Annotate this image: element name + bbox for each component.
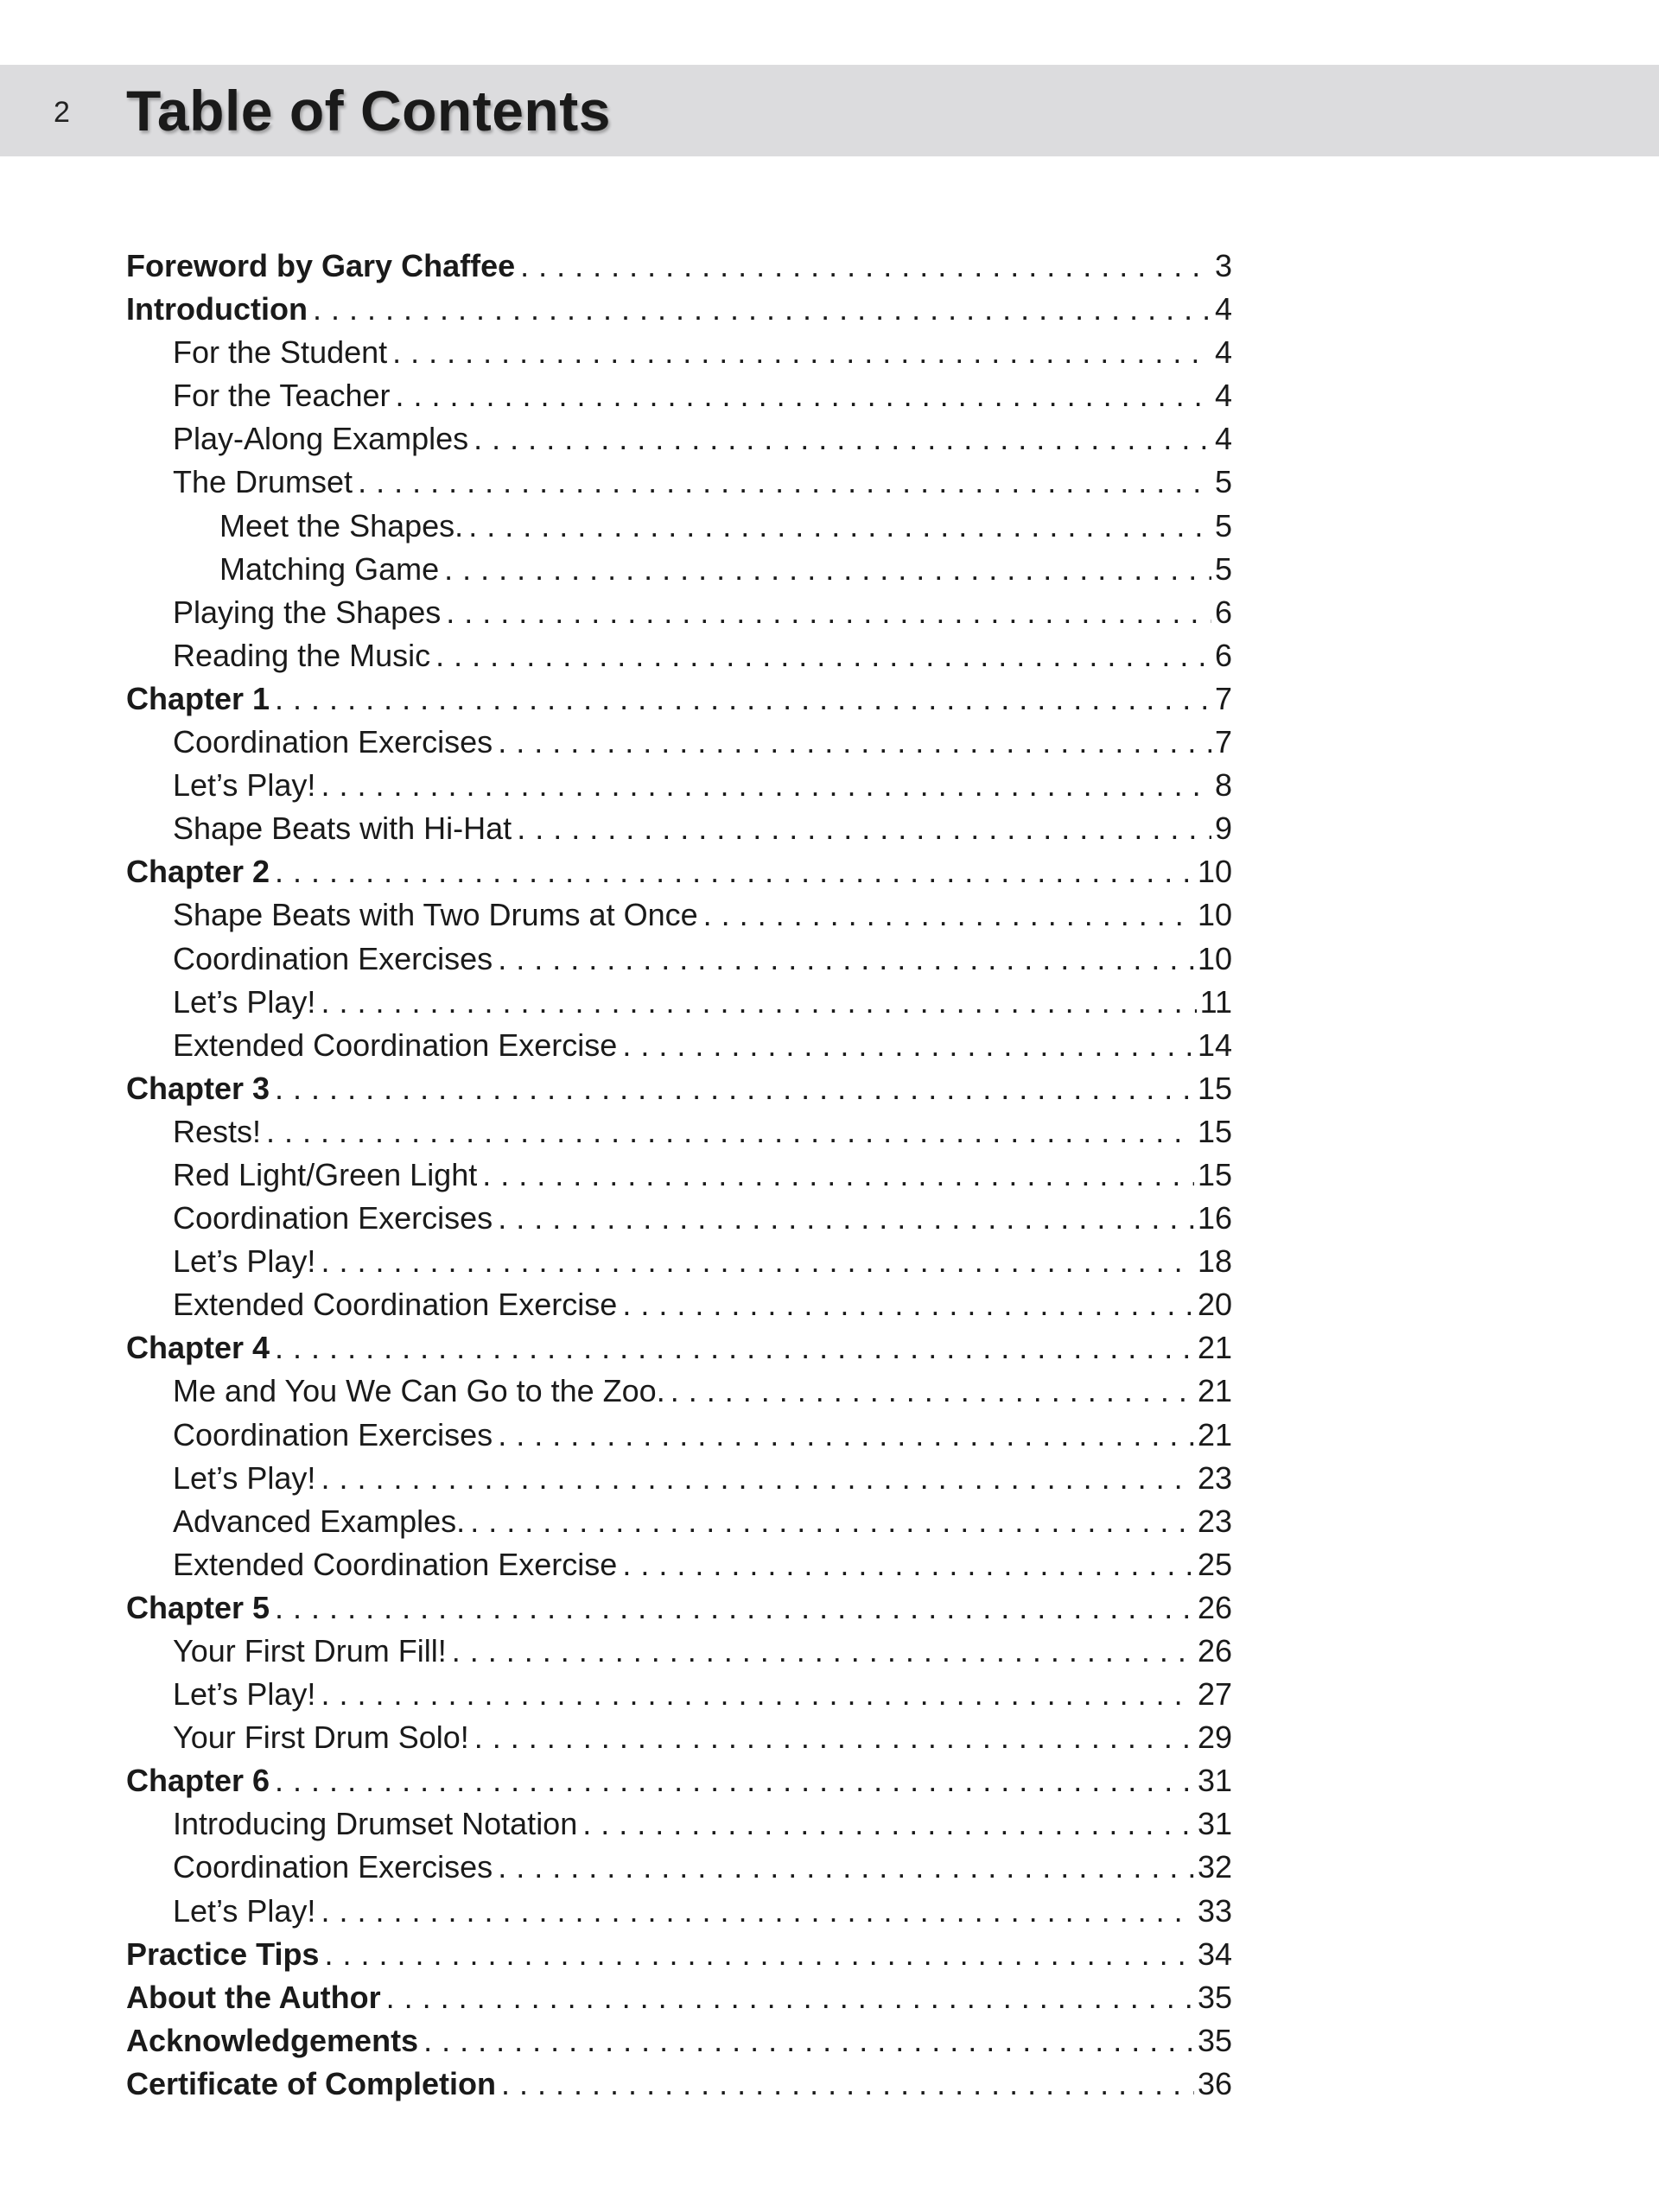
toc-entry[interactable] bbox=[126, 288, 1232, 331]
toc-entry-title: Meet the Shapes. bbox=[219, 507, 464, 543]
dot-leader bbox=[469, 1716, 1194, 1759]
dot-leader bbox=[468, 417, 1211, 461]
toc-entry-page-number: 26 bbox=[1197, 1633, 1232, 1669]
toc-entry-page-number: 7 bbox=[1214, 724, 1232, 760]
toc-entry-page-number: 15 bbox=[1197, 1156, 1232, 1192]
dot-leader bbox=[496, 2063, 1194, 2106]
toc-entry-page-number: 25 bbox=[1197, 1546, 1232, 1582]
toc-entry[interactable] bbox=[126, 893, 1232, 937]
dot-leader bbox=[270, 1759, 1194, 1802]
toc-entry-page-number: 23 bbox=[1197, 1503, 1232, 1539]
toc-entry-page-number: 31 bbox=[1197, 1763, 1232, 1799]
table-of-contents bbox=[126, 245, 1232, 2106]
toc-entry-page-number: 15 bbox=[1197, 1113, 1232, 1149]
dot-leader bbox=[493, 1414, 1194, 1457]
dot-leader bbox=[390, 374, 1211, 417]
toc-entry[interactable] bbox=[126, 721, 1232, 764]
toc-entry-title: Play-Along Examples bbox=[173, 421, 469, 457]
page-number: 2 bbox=[54, 96, 70, 129]
toc-entry[interactable] bbox=[126, 1933, 1232, 1976]
toc-entry-title: Coordination Exercises bbox=[173, 940, 493, 976]
dot-leader bbox=[698, 893, 1194, 937]
dot-leader bbox=[381, 1976, 1194, 2019]
toc-entry[interactable] bbox=[126, 548, 1232, 591]
dot-leader bbox=[665, 1370, 1194, 1413]
dot-leader bbox=[617, 1543, 1194, 1586]
dot-leader bbox=[319, 1933, 1194, 1976]
toc-entry-page-number: 11 bbox=[1199, 983, 1232, 1020]
toc-entry[interactable] bbox=[126, 2063, 1232, 2106]
toc-entry[interactable] bbox=[126, 850, 1232, 893]
toc-entry-title: Let’s Play! bbox=[173, 1676, 316, 1713]
dot-leader bbox=[515, 245, 1211, 288]
toc-entry-title: Chapter 1 bbox=[126, 680, 270, 716]
toc-entry-page-number: 15 bbox=[1197, 1070, 1232, 1106]
toc-entry-title: Red Light/Green Light bbox=[173, 1156, 478, 1192]
toc-entry[interactable] bbox=[126, 1370, 1232, 1413]
dot-leader bbox=[447, 1630, 1194, 1673]
dot-leader bbox=[465, 1500, 1194, 1543]
toc-entry-page-number: 5 bbox=[1214, 550, 1232, 587]
toc-entry-title: Chapter 4 bbox=[126, 1330, 270, 1366]
toc-entry-page-number: 34 bbox=[1197, 1936, 1232, 1972]
toc-entry[interactable] bbox=[126, 2019, 1232, 2063]
toc-entry-page-number: 4 bbox=[1214, 421, 1232, 457]
toc-entry[interactable] bbox=[126, 1240, 1232, 1283]
dot-leader bbox=[577, 1802, 1194, 1846]
toc-entry-page-number: 20 bbox=[1197, 1287, 1232, 1323]
dot-leader bbox=[493, 1197, 1194, 1240]
dot-leader bbox=[387, 331, 1211, 374]
toc-entry-title: For the Teacher bbox=[173, 378, 391, 414]
toc-entry-page-number: 23 bbox=[1197, 1459, 1232, 1496]
dot-leader bbox=[463, 505, 1211, 548]
dot-leader bbox=[315, 1673, 1194, 1716]
dot-leader bbox=[270, 1326, 1194, 1370]
toc-entry-title: About the Author bbox=[126, 1979, 381, 2015]
dot-leader bbox=[270, 850, 1194, 893]
toc-entry-title: Chapter 3 bbox=[126, 1070, 270, 1106]
toc-entry-page-number: 31 bbox=[1197, 1806, 1232, 1842]
toc-entry-title: For the Student bbox=[173, 334, 388, 371]
toc-entry[interactable] bbox=[126, 1326, 1232, 1370]
toc-entry[interactable] bbox=[126, 1716, 1232, 1759]
toc-entry-title: Chapter 5 bbox=[126, 1589, 270, 1625]
toc-entry-page-number: 27 bbox=[1197, 1676, 1232, 1713]
toc-entry-title: Foreword by Gary Chaffee bbox=[126, 248, 516, 283]
toc-entry-title: Matching Game bbox=[219, 550, 440, 587]
toc-entry-title: Reading the Music bbox=[173, 637, 431, 673]
dot-leader bbox=[270, 1586, 1194, 1630]
toc-entry-title: Coordination Exercises bbox=[173, 724, 493, 760]
toc-entry-title: Coordination Exercises bbox=[173, 1416, 493, 1452]
toc-entry-page-number: 21 bbox=[1197, 1416, 1232, 1452]
toc-entry-page-number: 3 bbox=[1214, 248, 1232, 283]
toc-entry-page-number: 10 bbox=[1197, 897, 1232, 933]
dot-leader bbox=[493, 1846, 1194, 1889]
toc-entry-page-number: 18 bbox=[1197, 1243, 1232, 1280]
toc-entry-title: Let’s Play! bbox=[173, 767, 316, 804]
toc-entry-title: The Drumset bbox=[173, 464, 353, 500]
dot-leader bbox=[270, 677, 1211, 721]
toc-entry-title: Chapter 6 bbox=[126, 1763, 270, 1799]
toc-entry[interactable] bbox=[126, 807, 1232, 850]
toc-entry-title: Let’s Play! bbox=[173, 1243, 316, 1280]
toc-entry-page-number: 9 bbox=[1214, 810, 1232, 847]
toc-entry-page-number: 4 bbox=[1214, 291, 1232, 327]
toc-entry[interactable] bbox=[126, 505, 1232, 548]
toc-entry-page-number: 4 bbox=[1214, 378, 1232, 414]
toc-entry-page-number: 29 bbox=[1197, 1719, 1232, 1756]
toc-entry[interactable] bbox=[126, 1154, 1232, 1197]
toc-entry[interactable] bbox=[126, 1414, 1232, 1457]
toc-entry-title: Me and You We Can Go to the Zoo. bbox=[173, 1373, 665, 1409]
toc-entry[interactable] bbox=[126, 461, 1232, 504]
toc-entry[interactable] bbox=[126, 374, 1232, 417]
dot-leader bbox=[418, 2019, 1194, 2063]
page-title: Table of Contents bbox=[126, 79, 611, 143]
toc-entry[interactable] bbox=[126, 1846, 1232, 1889]
toc-entry[interactable] bbox=[126, 1890, 1232, 1933]
dot-leader bbox=[315, 1240, 1194, 1283]
toc-entry-title: Coordination Exercises bbox=[173, 1200, 493, 1236]
toc-entry-title: Shape Beats with Two Drums at Once bbox=[173, 897, 698, 933]
toc-entry-page-number: 33 bbox=[1197, 1892, 1232, 1929]
toc-entry-title: Introduction bbox=[126, 291, 308, 327]
toc-entry-page-number: 35 bbox=[1197, 1979, 1232, 2015]
toc-entry-title: Let’s Play! bbox=[173, 1459, 316, 1496]
toc-entry[interactable] bbox=[126, 417, 1232, 461]
toc-entry[interactable] bbox=[126, 1759, 1232, 1802]
toc-entry[interactable] bbox=[126, 1197, 1232, 1240]
toc-entry[interactable] bbox=[126, 1976, 1232, 2019]
dot-leader bbox=[270, 1067, 1194, 1110]
toc-entry-page-number: 32 bbox=[1197, 1849, 1232, 1885]
toc-entry[interactable] bbox=[126, 1024, 1232, 1067]
dot-leader bbox=[441, 591, 1211, 634]
toc-entry-page-number: 35 bbox=[1197, 2022, 1232, 2058]
toc-entry-page-number: 5 bbox=[1214, 507, 1232, 543]
dot-leader bbox=[315, 981, 1196, 1024]
dot-leader bbox=[493, 721, 1211, 764]
toc-entry-page-number: 10 bbox=[1197, 854, 1232, 890]
toc-entry[interactable] bbox=[126, 331, 1232, 374]
dot-leader bbox=[512, 807, 1211, 850]
dot-leader bbox=[315, 1457, 1194, 1500]
dot-leader bbox=[308, 288, 1211, 331]
toc-entry-title: Extended Coordination Exercise bbox=[173, 1546, 618, 1582]
toc-entry-title: Chapter 2 bbox=[126, 854, 270, 890]
dot-leader bbox=[493, 938, 1194, 981]
toc-entry-page-number: 14 bbox=[1197, 1027, 1232, 1063]
dot-leader bbox=[617, 1024, 1194, 1067]
toc-entry-page-number: 5 bbox=[1214, 464, 1232, 500]
toc-entry[interactable] bbox=[126, 1067, 1232, 1110]
toc-entry[interactable] bbox=[126, 1457, 1232, 1500]
toc-entry[interactable] bbox=[126, 591, 1232, 634]
toc-entry[interactable] bbox=[126, 1543, 1232, 1586]
dot-leader bbox=[315, 764, 1211, 807]
toc-entry-title: Introducing Drumset Notation bbox=[173, 1806, 578, 1842]
toc-entry-title: Acknowledgements bbox=[126, 2022, 419, 2058]
toc-entry-page-number: 6 bbox=[1214, 637, 1232, 673]
toc-entry-title: Playing the Shapes bbox=[173, 594, 442, 630]
toc-entry[interactable] bbox=[126, 764, 1232, 807]
toc-entry-title: Practice Tips bbox=[126, 1936, 320, 1972]
toc-entry-page-number: 26 bbox=[1197, 1589, 1232, 1625]
dot-leader bbox=[315, 1890, 1194, 1933]
toc-entry-page-number: 10 bbox=[1197, 940, 1232, 976]
toc-entry[interactable] bbox=[126, 634, 1232, 677]
toc-entry-title: Certificate of Completion bbox=[126, 2065, 497, 2101]
toc-entry[interactable] bbox=[126, 1673, 1232, 1716]
toc-entry-title: Shape Beats with Hi-Hat bbox=[173, 810, 512, 847]
toc-entry-page-number: 8 bbox=[1214, 767, 1232, 804]
toc-entry[interactable] bbox=[126, 677, 1232, 721]
toc-entry-title: Extended Coordination Exercise bbox=[173, 1027, 618, 1063]
toc-entry-page-number: 6 bbox=[1214, 594, 1232, 630]
toc-entry-title: Coordination Exercises bbox=[173, 1849, 493, 1885]
toc-entry-page-number: 36 bbox=[1197, 2065, 1232, 2101]
dot-leader bbox=[617, 1283, 1194, 1326]
toc-entry-page-number: 21 bbox=[1197, 1373, 1232, 1409]
dot-leader bbox=[439, 548, 1211, 591]
toc-entry-title: Extended Coordination Exercise bbox=[173, 1287, 618, 1323]
toc-entry-page-number: 4 bbox=[1214, 334, 1232, 371]
toc-entry[interactable] bbox=[126, 981, 1232, 1024]
toc-entry[interactable] bbox=[126, 1630, 1232, 1673]
toc-entry-title: Rests! bbox=[173, 1113, 262, 1149]
toc-entry[interactable] bbox=[126, 1110, 1232, 1154]
toc-entry[interactable] bbox=[126, 1500, 1232, 1543]
toc-entry-page-number: 16 bbox=[1197, 1200, 1232, 1236]
toc-entry[interactable] bbox=[126, 1586, 1232, 1630]
toc-entry-page-number: 7 bbox=[1214, 680, 1232, 716]
toc-entry-title: Let’s Play! bbox=[173, 983, 316, 1020]
toc-entry-title: Advanced Examples. bbox=[173, 1503, 466, 1539]
toc-entry[interactable] bbox=[126, 938, 1232, 981]
toc-entry-page-number: 21 bbox=[1197, 1330, 1232, 1366]
dot-leader bbox=[261, 1110, 1194, 1154]
toc-entry-title: Let’s Play! bbox=[173, 1892, 316, 1929]
dot-leader bbox=[477, 1154, 1194, 1197]
toc-entry-title: Your First Drum Fill! bbox=[173, 1633, 447, 1669]
dot-leader bbox=[430, 634, 1211, 677]
toc-entry[interactable] bbox=[126, 1283, 1232, 1326]
toc-entry[interactable] bbox=[126, 1802, 1232, 1846]
dot-leader bbox=[353, 461, 1211, 504]
toc-entry-title: Your First Drum Solo! bbox=[173, 1719, 469, 1756]
toc-entry[interactable] bbox=[126, 245, 1232, 288]
